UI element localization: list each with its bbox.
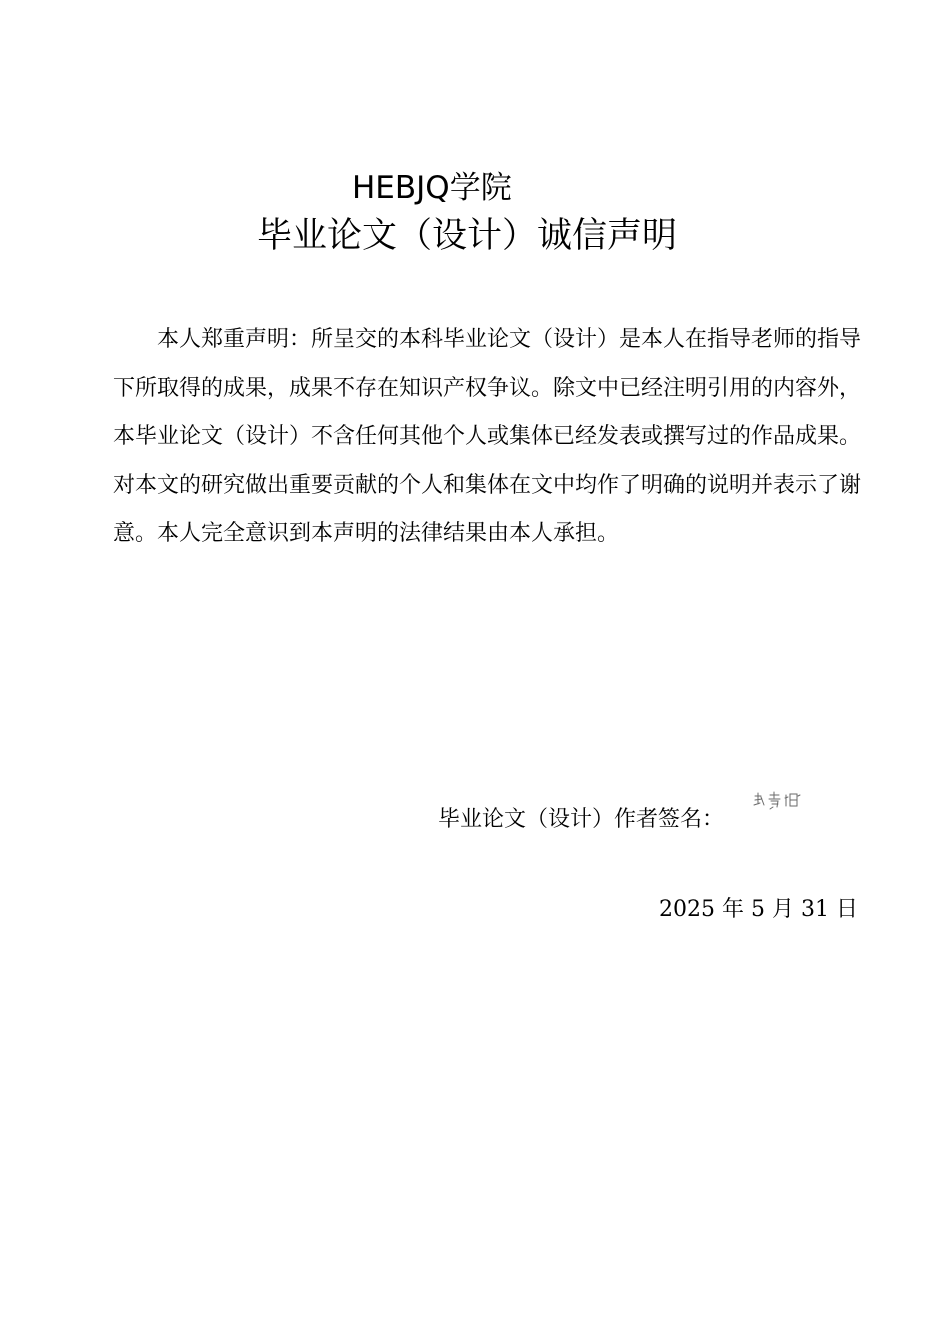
- date-year-unit: 年: [721, 897, 744, 922]
- signing-date: [659, 893, 858, 927]
- institution-name: HEBJQ学院: [352, 170, 512, 206]
- date-day-unit: 日: [835, 897, 858, 922]
- page-title: 毕业论文（设计）诚信声明: [257, 216, 678, 256]
- date-year: 2025: [658, 897, 715, 922]
- date-month-unit: 月: [771, 897, 794, 922]
- declaration-paragraph: 本人郑重声明：所呈交的本科毕业论文（设计）是本人在指导老师的指导下所取得的成果，成果不存在知识产权争议。除文中已经注明引用的内容外，本毕业论文（设计）不含任何其他个人或集体已经发表或撰写过的作品成果。对本文的研究做出重要贡献的个人和集体在文中均作了明确的说明并表示了谢意。本人完全意识到本声明的法律结果由本人承担。: [113, 327, 862, 546]
- date-month: 5: [750, 897, 765, 922]
- signature-label: 毕业论文（设计）作者签名：: [438, 807, 725, 832]
- handwritten-signature: [752, 787, 804, 813]
- date-day: 31: [800, 897, 829, 922]
